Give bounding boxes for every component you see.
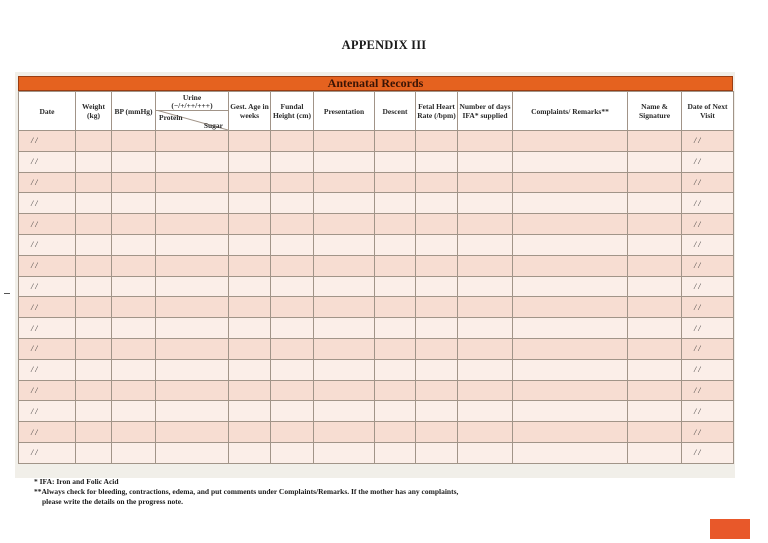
entry-cell[interactable]: [416, 297, 458, 318]
entry-cell[interactable]: [271, 442, 314, 463]
next-visit-cell[interactable]: / /: [682, 151, 734, 172]
entry-cell[interactable]: [458, 255, 513, 276]
entry-cell[interactable]: [458, 359, 513, 380]
entry-cell[interactable]: [314, 318, 375, 339]
date-cell[interactable]: / /: [19, 422, 76, 443]
entry-cell[interactable]: [76, 131, 112, 152]
entry-cell[interactable]: [229, 359, 271, 380]
entry-cell[interactable]: [628, 255, 682, 276]
table-row: [19, 276, 734, 297]
urine-title: Urine: [182, 93, 202, 102]
entry-cell[interactable]: [513, 151, 628, 172]
entry-cell[interactable]: [76, 380, 112, 401]
entry-cell[interactable]: [513, 172, 628, 193]
entry-cell[interactable]: [458, 276, 513, 297]
header-row: [19, 92, 734, 131]
entry-cell[interactable]: [628, 172, 682, 193]
entry-cell[interactable]: [416, 338, 458, 359]
entry-cell[interactable]: [271, 318, 314, 339]
entry-cell[interactable]: [271, 234, 314, 255]
antenatal-records-table: [18, 91, 734, 464]
entry-cell[interactable]: [229, 234, 271, 255]
entry-cell[interactable]: [156, 297, 229, 318]
entry-cell[interactable]: [112, 234, 156, 255]
date-cell[interactable]: / /: [19, 172, 76, 193]
entry-cell[interactable]: [513, 255, 628, 276]
footnotes: [34, 477, 724, 507]
entry-cell[interactable]: [314, 422, 375, 443]
entry-cell[interactable]: [229, 401, 271, 422]
next-visit-cell[interactable]: / /: [682, 172, 734, 193]
entry-cell[interactable]: [112, 276, 156, 297]
entry-cell[interactable]: [229, 318, 271, 339]
entry-cell[interactable]: [375, 234, 416, 255]
next-visit-cell[interactable]: / /: [682, 234, 734, 255]
entry-cell[interactable]: [156, 172, 229, 193]
entry-cell[interactable]: [229, 422, 271, 443]
entry-cell[interactable]: [416, 359, 458, 380]
entry-cell[interactable]: [76, 193, 112, 214]
entry-cell[interactable]: [513, 318, 628, 339]
entry-cell[interactable]: [156, 131, 229, 152]
next-visit-cell[interactable]: / /: [682, 442, 734, 463]
entry-cell[interactable]: [458, 338, 513, 359]
col-bp: BP (mmHg): [112, 92, 156, 131]
entry-cell[interactable]: [271, 422, 314, 443]
entry-cell[interactable]: [314, 131, 375, 152]
entry-cell[interactable]: [76, 151, 112, 172]
table-row: [19, 131, 734, 152]
date-cell[interactable]: / /: [19, 131, 76, 152]
entry-cell[interactable]: [375, 172, 416, 193]
entry-cell[interactable]: [271, 359, 314, 380]
entry-cell[interactable]: [628, 359, 682, 380]
entry-cell[interactable]: [156, 422, 229, 443]
urine-sugar: Sugar: [203, 121, 223, 130]
date-cell[interactable]: / /: [19, 318, 76, 339]
entry-cell[interactable]: [76, 297, 112, 318]
entry-cell[interactable]: [156, 151, 229, 172]
table-row: [19, 255, 734, 276]
entry-cell[interactable]: [76, 359, 112, 380]
entry-cell[interactable]: [76, 172, 112, 193]
entry-cell[interactable]: [271, 401, 314, 422]
col-name-signature: Name & Signature: [628, 92, 682, 131]
next-visit-cell[interactable]: / /: [682, 297, 734, 318]
date-cell[interactable]: / /: [19, 297, 76, 318]
table-row: [19, 422, 734, 443]
next-visit-cell[interactable]: / /: [682, 214, 734, 235]
date-cell[interactable]: / /: [19, 193, 76, 214]
entry-cell[interactable]: [271, 297, 314, 318]
entry-cell[interactable]: [513, 359, 628, 380]
entry-cell[interactable]: [628, 401, 682, 422]
table-row: [19, 338, 734, 359]
entry-cell[interactable]: [229, 214, 271, 235]
entry-cell[interactable]: [458, 297, 513, 318]
entry-cell[interactable]: [375, 338, 416, 359]
entry-cell[interactable]: [76, 422, 112, 443]
table-row: [19, 151, 734, 172]
col-next-visit: Date of Next Visit: [682, 92, 734, 131]
col-presentation: Presentation: [314, 92, 375, 131]
entry-cell[interactable]: [513, 276, 628, 297]
page-title: APPENDIX III: [341, 38, 427, 52]
entry-cell[interactable]: [112, 131, 156, 152]
entry-cell[interactable]: [628, 380, 682, 401]
entry-cell[interactable]: [416, 131, 458, 152]
entry-cell[interactable]: [628, 276, 682, 297]
entry-cell[interactable]: [628, 442, 682, 463]
entry-cell[interactable]: [375, 422, 416, 443]
entry-cell[interactable]: [628, 297, 682, 318]
entry-cell[interactable]: [271, 338, 314, 359]
entry-cell[interactable]: [112, 172, 156, 193]
entry-cell[interactable]: [112, 401, 156, 422]
table-row: [19, 380, 734, 401]
entry-cell[interactable]: [76, 276, 112, 297]
entry-cell[interactable]: [375, 318, 416, 339]
entry-cell[interactable]: [271, 172, 314, 193]
entry-cell[interactable]: [416, 380, 458, 401]
col-gest-age: Gest. Age in weeks: [229, 92, 271, 131]
entry-cell[interactable]: [271, 214, 314, 235]
entry-cell[interactable]: [628, 131, 682, 152]
entry-cell[interactable]: [628, 318, 682, 339]
entry-cell[interactable]: [271, 255, 314, 276]
entry-cell[interactable]: [458, 422, 513, 443]
table-row: [19, 172, 734, 193]
entry-cell[interactable]: [229, 131, 271, 152]
col-fetal-heart-rate: Fetal Heart Rate (/bpm): [416, 92, 458, 131]
next-visit-cell[interactable]: / /: [682, 276, 734, 297]
entry-cell[interactable]: [458, 172, 513, 193]
entry-cell[interactable]: [271, 380, 314, 401]
col-descent: Descent: [375, 92, 416, 131]
entry-cell[interactable]: [416, 214, 458, 235]
col-ifa-days: Number of days IFA* supplied: [458, 92, 513, 131]
entry-cell[interactable]: [416, 401, 458, 422]
entry-cell[interactable]: [112, 318, 156, 339]
entry-cell[interactable]: [375, 214, 416, 235]
entry-cell[interactable]: [112, 297, 156, 318]
next-visit-cell[interactable]: / /: [682, 401, 734, 422]
table-row: [19, 214, 734, 235]
urine-protein: Protein: [159, 113, 183, 122]
date-cell[interactable]: / /: [19, 359, 76, 380]
col-date: Date: [19, 92, 76, 131]
entry-cell[interactable]: [628, 422, 682, 443]
entry-cell[interactable]: [458, 214, 513, 235]
entry-cell[interactable]: [458, 442, 513, 463]
entry-cell[interactable]: [156, 193, 229, 214]
entry-cell[interactable]: [112, 193, 156, 214]
entry-cell[interactable]: [314, 276, 375, 297]
entry-cell[interactable]: [458, 234, 513, 255]
entry-cell[interactable]: [375, 193, 416, 214]
entry-cell[interactable]: [271, 151, 314, 172]
col-complaints: Complaints/ Remarks**: [513, 92, 628, 131]
table-row: [19, 234, 734, 255]
entry-cell[interactable]: [314, 234, 375, 255]
entry-cell[interactable]: [458, 401, 513, 422]
entry-cell[interactable]: [513, 442, 628, 463]
entry-cell[interactable]: [628, 214, 682, 235]
entry-cell[interactable]: [76, 255, 112, 276]
date-cell[interactable]: / /: [19, 151, 76, 172]
date-cell[interactable]: / /: [19, 401, 76, 422]
entry-cell[interactable]: [112, 255, 156, 276]
entry-cell[interactable]: [229, 255, 271, 276]
entry-cell[interactable]: [156, 318, 229, 339]
next-visit-cell[interactable]: / /: [682, 318, 734, 339]
antenatal-records-title: Antenatal Records: [18, 76, 733, 91]
entry-cell[interactable]: [156, 276, 229, 297]
entry-cell[interactable]: [156, 338, 229, 359]
col-weight: Weight (kg): [76, 92, 112, 131]
entry-cell[interactable]: [375, 401, 416, 422]
entry-cell[interactable]: [76, 214, 112, 235]
date-cell[interactable]: / /: [19, 214, 76, 235]
entry-cell[interactable]: [416, 255, 458, 276]
entry-cell[interactable]: [513, 380, 628, 401]
entry-cell[interactable]: [314, 151, 375, 172]
entry-cell[interactable]: [375, 297, 416, 318]
next-visit-cell[interactable]: / /: [682, 380, 734, 401]
entry-cell[interactable]: [156, 255, 229, 276]
entry-cell[interactable]: [314, 193, 375, 214]
next-visit-cell[interactable]: / /: [682, 422, 734, 443]
table-row: [19, 442, 734, 463]
entry-cell[interactable]: [458, 380, 513, 401]
entry-cell[interactable]: [229, 297, 271, 318]
entry-cell[interactable]: [416, 172, 458, 193]
entry-cell[interactable]: [112, 422, 156, 443]
entry-cell[interactable]: [513, 422, 628, 443]
entry-cell[interactable]: [375, 380, 416, 401]
entry-cell[interactable]: [458, 193, 513, 214]
table-row: [19, 401, 734, 422]
entry-cell[interactable]: [513, 297, 628, 318]
entry-cell[interactable]: [229, 380, 271, 401]
next-visit-cell[interactable]: / /: [682, 255, 734, 276]
entry-cell[interactable]: [314, 214, 375, 235]
entry-cell[interactable]: [112, 338, 156, 359]
entry-cell[interactable]: [314, 359, 375, 380]
next-visit-cell[interactable]: / /: [682, 193, 734, 214]
date-cell[interactable]: / /: [19, 234, 76, 255]
entry-cell[interactable]: [628, 193, 682, 214]
entry-cell[interactable]: [416, 193, 458, 214]
entry-cell[interactable]: [229, 172, 271, 193]
entry-cell[interactable]: [314, 442, 375, 463]
entry-cell[interactable]: [76, 234, 112, 255]
entry-cell[interactable]: [628, 151, 682, 172]
table-row: [19, 193, 734, 214]
entry-cell[interactable]: [112, 442, 156, 463]
table-row: [19, 359, 734, 380]
col-urine: [156, 92, 229, 131]
entry-cell[interactable]: [271, 131, 314, 152]
entry-cell[interactable]: [76, 338, 112, 359]
entry-cell[interactable]: [416, 234, 458, 255]
entry-cell[interactable]: [112, 359, 156, 380]
entry-cell[interactable]: [314, 401, 375, 422]
table-row: [19, 318, 734, 339]
entry-cell[interactable]: [229, 193, 271, 214]
entry-cell[interactable]: [156, 234, 229, 255]
entry-cell[interactable]: [76, 401, 112, 422]
date-cell[interactable]: / /: [19, 338, 76, 359]
entry-cell[interactable]: [156, 359, 229, 380]
entry-cell[interactable]: [513, 131, 628, 152]
entry-cell[interactable]: [513, 193, 628, 214]
table-body: [19, 131, 734, 464]
entry-cell[interactable]: [76, 318, 112, 339]
col-fundal-height: Fundal Height (cm): [271, 92, 314, 131]
entry-cell[interactable]: [314, 338, 375, 359]
entry-cell[interactable]: [314, 380, 375, 401]
date-cell[interactable]: / /: [19, 380, 76, 401]
entry-cell[interactable]: [628, 338, 682, 359]
date-cell[interactable]: / /: [19, 442, 76, 463]
entry-cell[interactable]: [416, 318, 458, 339]
entry-cell[interactable]: [375, 359, 416, 380]
entry-cell[interactable]: [375, 131, 416, 152]
entry-cell[interactable]: [375, 255, 416, 276]
entry-cell[interactable]: [416, 276, 458, 297]
urine-code: (−/+/++/+++): [171, 101, 213, 110]
entry-cell[interactable]: [229, 338, 271, 359]
entry-cell[interactable]: [156, 214, 229, 235]
entry-cell[interactable]: [513, 401, 628, 422]
entry-cell[interactable]: [628, 234, 682, 255]
entry-cell[interactable]: [112, 214, 156, 235]
entry-cell[interactable]: [314, 255, 375, 276]
entry-cell[interactable]: [314, 297, 375, 318]
entry-cell[interactable]: [229, 276, 271, 297]
entry-cell[interactable]: [458, 131, 513, 152]
entry-cell[interactable]: [271, 276, 314, 297]
entry-cell[interactable]: [156, 401, 229, 422]
footnote-check-line2: please write the details on the progress note.: [42, 497, 183, 506]
entry-cell[interactable]: [513, 338, 628, 359]
entry-cell[interactable]: [416, 151, 458, 172]
entry-cell[interactable]: [375, 276, 416, 297]
entry-cell[interactable]: [458, 151, 513, 172]
entry-cell[interactable]: [375, 151, 416, 172]
entry-cell[interactable]: [271, 193, 314, 214]
next-visit-cell[interactable]: / /: [682, 359, 734, 380]
date-cell[interactable]: / /: [19, 276, 76, 297]
entry-cell[interactable]: [375, 442, 416, 463]
entry-cell[interactable]: [513, 214, 628, 235]
entry-cell[interactable]: [112, 380, 156, 401]
entry-cell[interactable]: [229, 151, 271, 172]
next-visit-cell[interactable]: / /: [682, 338, 734, 359]
entry-cell[interactable]: [229, 442, 271, 463]
margin-mark: [4, 293, 10, 294]
date-cell[interactable]: / /: [19, 255, 76, 276]
table-row: [19, 297, 734, 318]
entry-cell[interactable]: [156, 442, 229, 463]
footnote-check-line1: **Always check for bleeding, contractions, edema, and put comments under Complaints/Remarks. If the mother has any complaints,: [34, 487, 459, 496]
entry-cell[interactable]: [314, 172, 375, 193]
entry-cell[interactable]: [156, 380, 229, 401]
entry-cell[interactable]: [513, 234, 628, 255]
next-visit-cell[interactable]: / /: [682, 131, 734, 152]
corner-tab: [710, 519, 750, 539]
entry-cell[interactable]: [76, 442, 112, 463]
entry-cell[interactable]: [458, 318, 513, 339]
entry-cell[interactable]: [416, 442, 458, 463]
entry-cell[interactable]: [112, 151, 156, 172]
footnote-ifa: * IFA: Iron and Folic Acid: [34, 477, 119, 486]
entry-cell[interactable]: [416, 422, 458, 443]
